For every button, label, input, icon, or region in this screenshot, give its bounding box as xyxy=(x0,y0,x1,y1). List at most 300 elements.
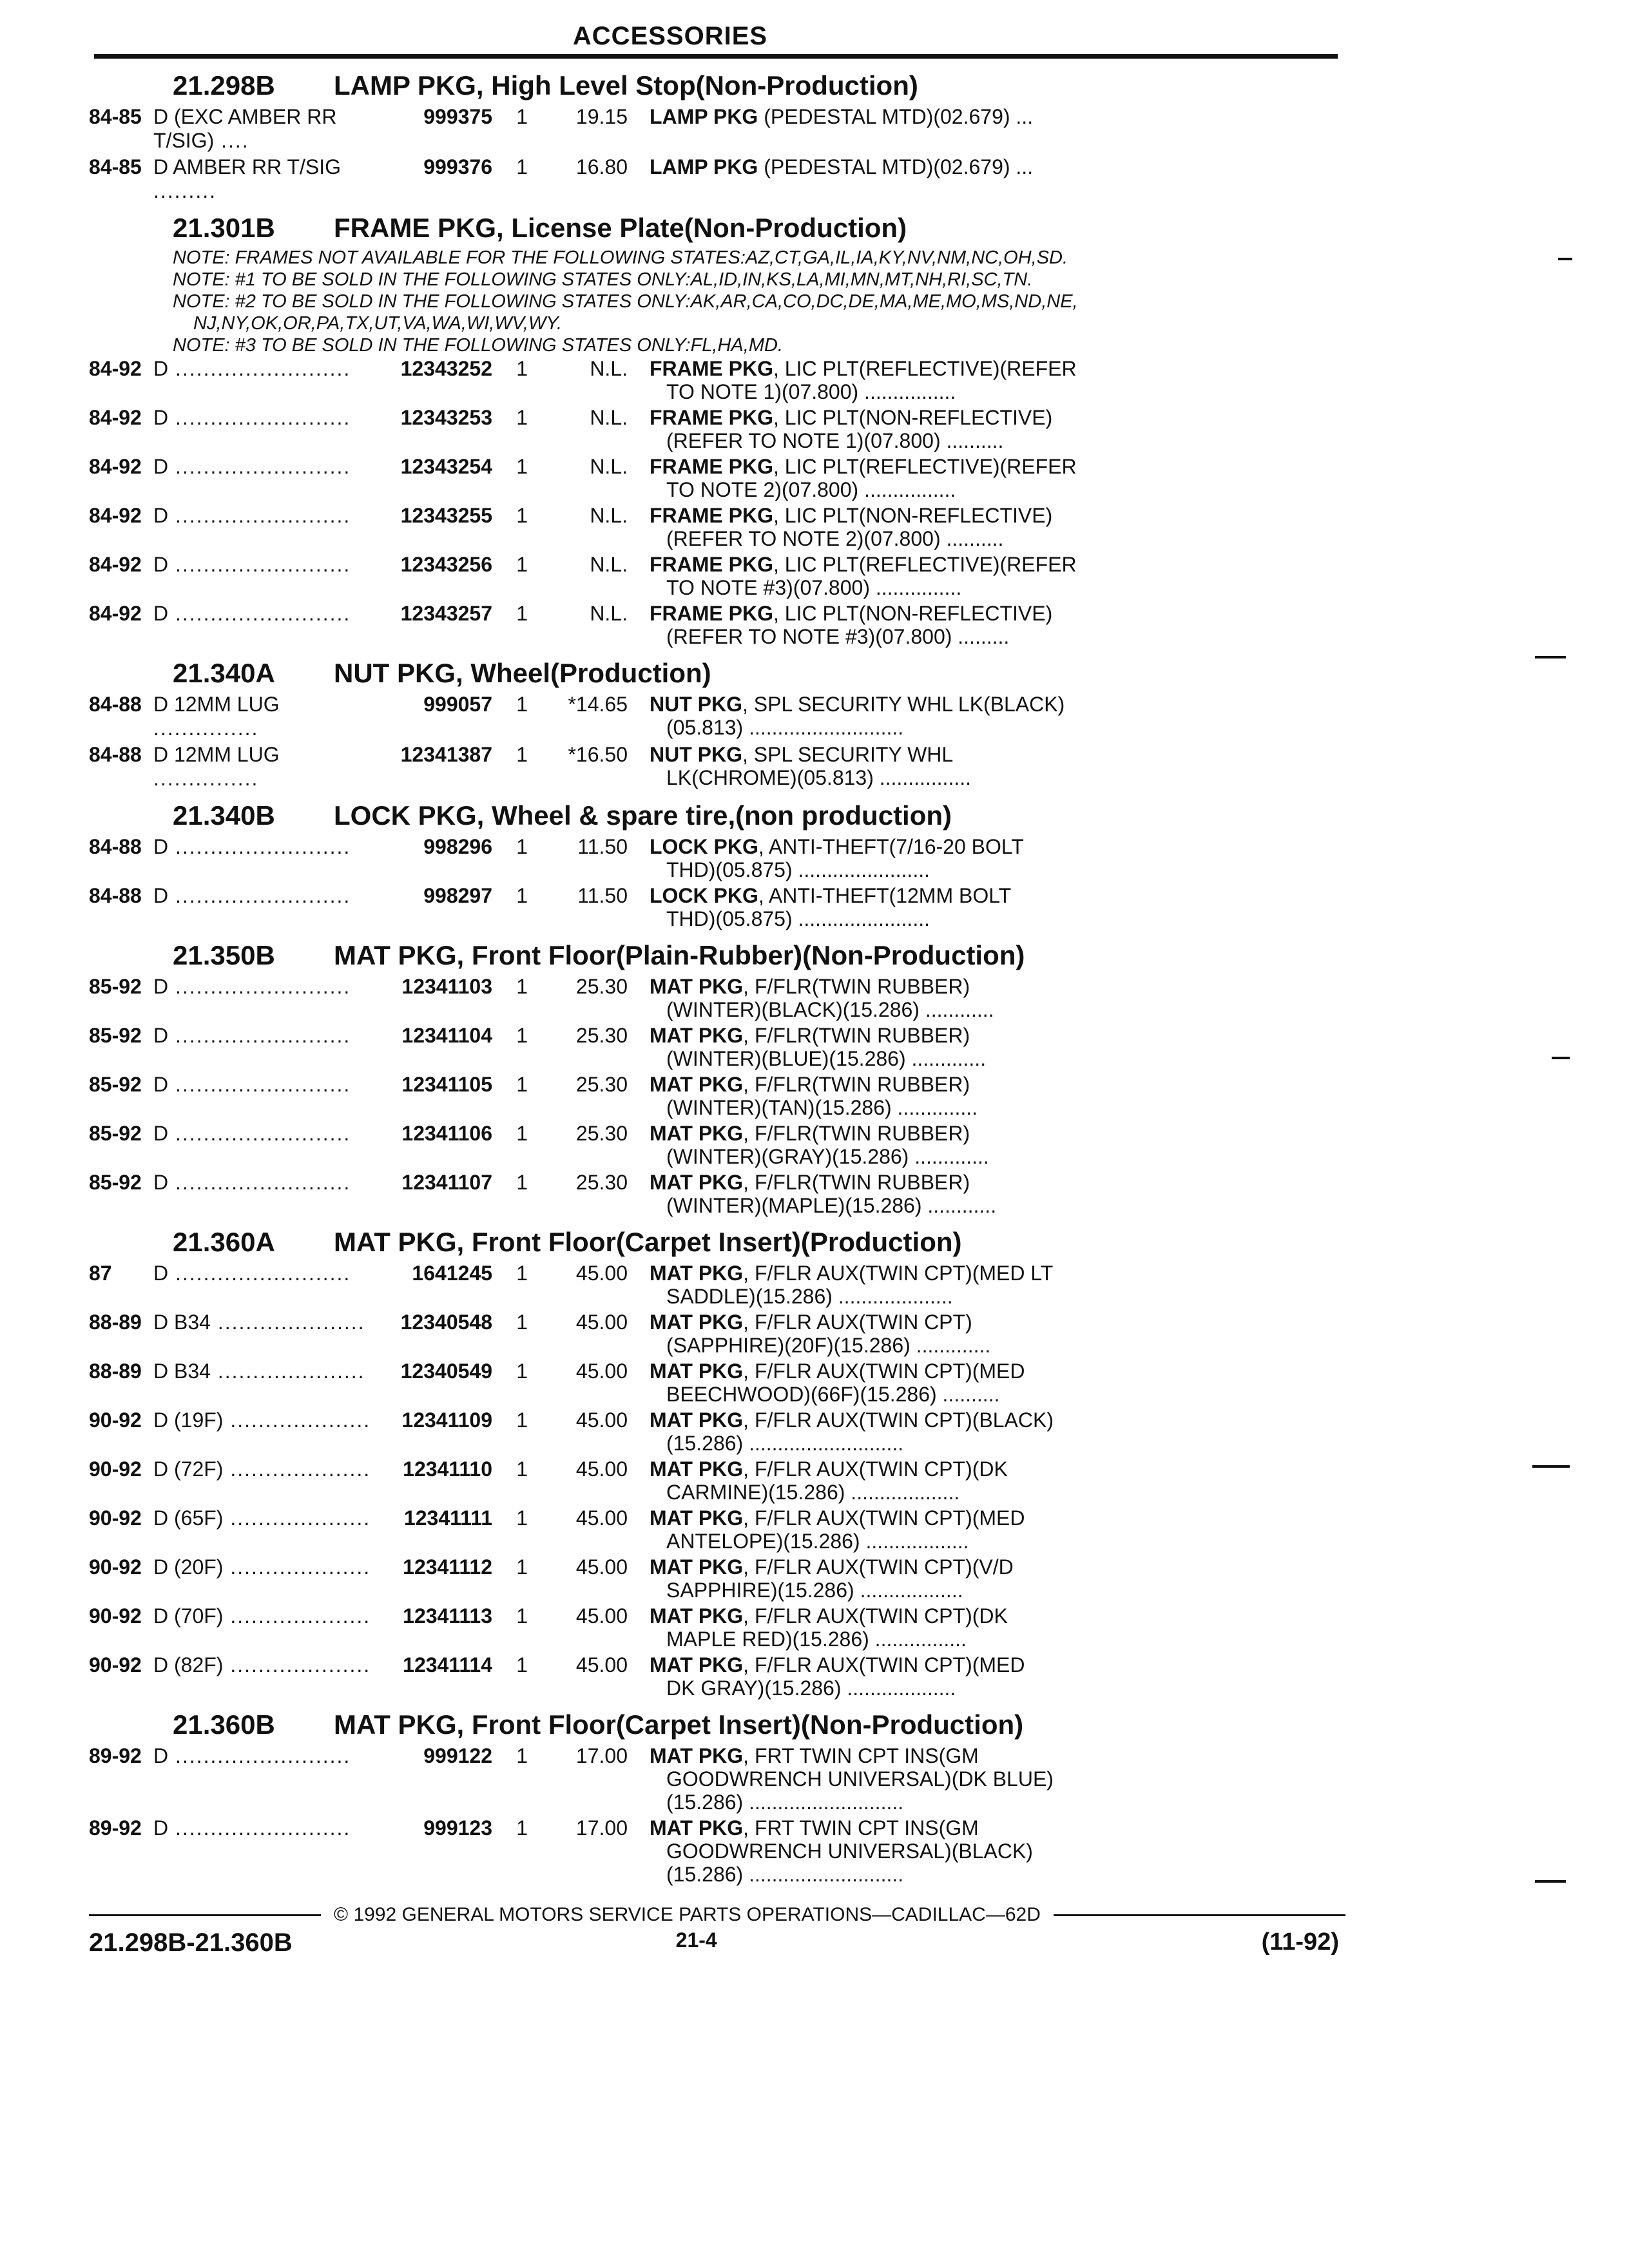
margin-mark xyxy=(1532,1465,1570,1468)
description-line xyxy=(650,455,1120,478)
price: 45.00 xyxy=(575,1262,628,1285)
model-years: 88-89 xyxy=(89,1311,142,1334)
quantity: 1 xyxy=(516,1555,528,1579)
part-number: 12343254 xyxy=(400,455,492,478)
section-title xyxy=(89,1706,1345,1744)
section-note-continued: NJ,NY,OK,OR,PA,TX,UT,VA,WA,WI,WV,WY. xyxy=(193,313,563,334)
part-name: LOCK PKG xyxy=(650,884,758,907)
usage-description xyxy=(153,1555,383,1602)
section-title xyxy=(89,67,1345,104)
leader-dots: ......................... xyxy=(168,1171,351,1194)
description-continued: (WINTER)(TAN)(15.286) .............. xyxy=(666,1096,978,1119)
model-years: 90-92 xyxy=(89,1457,142,1481)
quantity: 1 xyxy=(516,1122,528,1145)
part-name-detail: , F/FLR AUX(TWIN CPT)(MED xyxy=(743,1653,1025,1677)
part-name: MAT PKG xyxy=(650,1360,744,1383)
description-line xyxy=(650,884,1120,907)
description-continued: (WINTER)(BLUE)(15.286) ............. xyxy=(666,1047,987,1070)
leader-dots: ......................... xyxy=(168,1816,351,1840)
part-number: 12341112 xyxy=(403,1555,492,1579)
model-years: 84-92 xyxy=(89,504,142,527)
leader-dots: ......................... xyxy=(168,406,351,429)
part-name: MAT PKG xyxy=(650,1311,744,1334)
price: 25.30 xyxy=(575,1171,628,1194)
quantity: 1 xyxy=(516,1506,528,1530)
description-continued: SAPPHIRE)(15.286) .................. xyxy=(666,1579,963,1602)
part-row xyxy=(89,884,1345,930)
part-description xyxy=(628,1555,1120,1602)
section-note: NOTE: #3 TO BE SOLD IN THE FOLLOWING STATES ONLY:FL,HA,MD. xyxy=(173,335,783,356)
part-description xyxy=(628,1408,1120,1455)
model-years: 84-88 xyxy=(89,743,142,766)
description-line xyxy=(650,1457,1120,1481)
leader-dots: ......................... xyxy=(168,1744,351,1767)
usage-text: D (20F) xyxy=(153,1555,224,1579)
catalog-section xyxy=(89,797,1345,930)
description-line xyxy=(650,155,1120,178)
description-line xyxy=(650,1653,1120,1677)
quantity: 1 xyxy=(516,357,528,380)
part-number: 12341114 xyxy=(403,1653,492,1677)
usage-text: D xyxy=(153,1073,169,1096)
section-name: LAMP PKG, High Level Stop(Non-Production) xyxy=(334,70,918,101)
part-name-detail: , LIC PLT(REFLECTIVE)(REFER xyxy=(773,455,1077,478)
part-number: 12341113 xyxy=(403,1604,492,1628)
description-line xyxy=(650,1171,1120,1194)
quantity: 1 xyxy=(516,1360,528,1383)
part-name: MAT PKG xyxy=(650,1744,744,1767)
part-row xyxy=(89,1653,1345,1700)
part-name: MAT PKG xyxy=(650,975,744,998)
part-row xyxy=(89,1171,1345,1217)
margin-mark xyxy=(1552,1057,1570,1059)
usage-description xyxy=(153,975,383,1021)
header-rule xyxy=(94,54,1338,59)
price: 16.80 xyxy=(575,155,628,178)
leader-dots: .................... xyxy=(223,1506,371,1530)
description-line xyxy=(650,406,1120,429)
model-years: 84-88 xyxy=(89,884,142,907)
part-description xyxy=(628,105,1120,153)
part-row xyxy=(89,1604,1345,1651)
section-note: NOTE: #1 TO BE SOLD IN THE FOLLOWING STATES ONLY:AL,ID,IN,KS,LA,MI,MN,MT,NH,RI,SC,TN. xyxy=(173,269,1033,290)
part-description xyxy=(628,1816,1120,1886)
usage-text: D xyxy=(153,357,169,380)
description-continued: (REFER TO NOTE #3)(07.800) ......... xyxy=(666,625,1010,648)
part-description xyxy=(628,1653,1120,1700)
part-name-detail: , LIC PLT(REFLECTIVE)(REFER xyxy=(773,357,1077,380)
description-continued: (WINTER)(MAPLE)(15.286) ............ xyxy=(666,1194,997,1217)
part-row xyxy=(89,602,1345,648)
price: N.L. xyxy=(590,455,628,478)
part-row xyxy=(89,1457,1345,1504)
description-continued: TO NOTE #3)(07.800) ............... xyxy=(666,576,962,599)
part-name: MAT PKG xyxy=(650,1024,744,1047)
description-continued: (15.286) ........................... xyxy=(666,1432,904,1455)
usage-description xyxy=(153,1653,383,1700)
part-name-detail: , SPL SECURITY WHL LK(BLACK) xyxy=(742,693,1065,716)
page-number: 21-4 xyxy=(675,1928,717,1952)
part-description xyxy=(628,884,1120,930)
part-name-detail: , F/FLR AUX(TWIN CPT)(V/D xyxy=(743,1555,1014,1579)
part-number: 999376 xyxy=(423,155,492,178)
leader-dots: .................... xyxy=(223,1604,371,1628)
description-line xyxy=(650,1408,1120,1432)
part-number: 12343252 xyxy=(400,357,492,380)
description-line xyxy=(650,743,1120,766)
price: 11.50 xyxy=(577,884,628,907)
section-title xyxy=(89,655,1345,692)
part-row xyxy=(89,835,1345,881)
price: 17.00 xyxy=(575,1816,628,1840)
usage-text: D B34 xyxy=(153,1311,211,1334)
usage-description xyxy=(153,1024,383,1070)
page-title: ACCESSORIES xyxy=(572,22,768,50)
usage-description xyxy=(153,693,383,740)
leader-dots: ......................... xyxy=(168,357,351,380)
part-name-detail: , F/FLR AUX(TWIN CPT) xyxy=(743,1311,972,1334)
usage-text: D xyxy=(153,504,169,527)
usage-description xyxy=(153,884,383,930)
usage-text: D xyxy=(153,1171,169,1194)
leader-dots: .... xyxy=(214,129,249,152)
part-name-detail: , ANTI-THEFT(7/16-20 BOLT xyxy=(758,835,1024,858)
part-number: 12341103 xyxy=(401,975,492,998)
part-description xyxy=(628,1744,1120,1814)
price: *14.65 xyxy=(568,693,628,716)
part-number: 12341105 xyxy=(401,1073,492,1096)
part-name: LAMP PKG xyxy=(650,155,758,178)
section-name: LOCK PKG, Wheel & spare tire,(non production) xyxy=(334,800,952,831)
model-years: 85-92 xyxy=(89,1073,142,1096)
quantity: 1 xyxy=(516,884,528,907)
catalog-section xyxy=(89,1706,1345,1886)
usage-text: D xyxy=(153,835,169,858)
usage-text: D xyxy=(153,884,169,907)
description-continued: BEECHWOOD)(66F)(15.286) .......... xyxy=(666,1383,1000,1406)
parts-list xyxy=(89,67,1345,1892)
section-name: MAT PKG, Front Floor(Carpet Insert)(Production) xyxy=(334,1227,962,1257)
leader-dots: ......................... xyxy=(168,455,351,478)
description-continued: GOODWRENCH UNIVERSAL)(BLACK) xyxy=(666,1840,1033,1863)
price: 45.00 xyxy=(575,1506,628,1530)
part-number: 12341110 xyxy=(403,1457,492,1481)
part-name: MAT PKG xyxy=(650,1604,744,1628)
section-note: NOTE: FRAMES NOT AVAILABLE FOR THE FOLLOWING STATES:AZ,CT,GA,IL,IA,KY,NV,NM,NC,OH,SD. xyxy=(173,247,1068,268)
leader-dots: ..................... xyxy=(210,1360,365,1383)
part-name: NUT PKG xyxy=(650,693,742,716)
usage-description xyxy=(153,1073,383,1119)
footer-rule-right xyxy=(1054,1914,1345,1916)
leader-dots: ..................... xyxy=(210,1311,365,1334)
description-continued: ANTELOPE)(15.286) .................. xyxy=(666,1530,969,1553)
price: 17.00 xyxy=(575,1744,628,1767)
quantity: 1 xyxy=(516,1073,528,1096)
description-line xyxy=(650,504,1120,527)
part-name-detail: , FRT TWIN CPT INS(GM xyxy=(743,1744,979,1767)
part-row xyxy=(89,1816,1345,1886)
price: 45.00 xyxy=(575,1653,628,1677)
part-description xyxy=(628,1360,1120,1406)
part-row xyxy=(89,155,1345,203)
part-name-detail: , F/FLR AUX(TWIN CPT)(BLACK) xyxy=(743,1408,1054,1432)
usage-description xyxy=(153,553,383,599)
part-description xyxy=(628,743,1120,791)
part-name-detail: , F/FLR(TWIN RUBBER) xyxy=(743,1073,970,1096)
usage-description xyxy=(153,1604,383,1651)
description-continued: (REFER TO NOTE 2)(07.800) .......... xyxy=(666,527,1004,550)
part-name-detail: , SPL SECURITY WHL xyxy=(742,743,954,766)
price: N.L. xyxy=(590,602,628,625)
description-line xyxy=(650,693,1120,716)
quantity: 1 xyxy=(516,1024,528,1047)
part-row xyxy=(89,1024,1345,1070)
section-name: MAT PKG, Front Floor(Carpet Insert)(Non-Production) xyxy=(334,1709,1024,1740)
description-continued: MAPLE RED)(15.286) ................ xyxy=(666,1628,967,1651)
usage-text: D xyxy=(153,1024,169,1047)
description-line xyxy=(650,1816,1120,1840)
catalog-section xyxy=(89,655,1345,791)
usage-description xyxy=(153,406,383,452)
model-years: 89-92 xyxy=(89,1816,142,1840)
part-number: 12343255 xyxy=(400,504,492,527)
part-name: LAMP PKG xyxy=(650,105,758,128)
description-line xyxy=(650,553,1120,576)
model-years: 90-92 xyxy=(89,1555,142,1579)
part-name: LOCK PKG xyxy=(650,835,758,858)
description-continued: (WINTER)(GRAY)(15.286) ............. xyxy=(666,1145,989,1168)
quantity: 1 xyxy=(516,975,528,998)
part-name-detail: , LIC PLT(REFLECTIVE)(REFER xyxy=(773,553,1077,576)
part-number: 12343256 xyxy=(400,553,492,576)
margin-mark xyxy=(1558,258,1572,260)
usage-text: D (19F) xyxy=(153,1408,224,1432)
copyright-text: © 1992 GENERAL MOTORS SERVICE PARTS OPERATIONS—CADILLAC—62D xyxy=(334,1904,1041,1925)
description-line xyxy=(650,1506,1120,1530)
leader-dots: ......................... xyxy=(168,1024,351,1047)
section-range: 21.298B-21.360B xyxy=(89,1928,293,1957)
part-name: MAT PKG xyxy=(650,1816,744,1840)
usage-text: D 12MM LUG xyxy=(153,743,280,766)
usage-description xyxy=(153,357,383,403)
quantity: 1 xyxy=(516,1262,528,1285)
usage-description xyxy=(153,1360,383,1406)
part-row xyxy=(89,975,1345,1021)
quantity: 1 xyxy=(516,1653,528,1677)
description-line xyxy=(650,1262,1120,1285)
part-number: 12341107 xyxy=(401,1171,492,1194)
section-title xyxy=(89,937,1345,974)
part-description xyxy=(628,504,1120,550)
catalog-section xyxy=(89,209,1345,648)
model-years: 90-92 xyxy=(89,1506,142,1530)
model-years: 90-92 xyxy=(89,1408,142,1432)
quantity: 1 xyxy=(516,743,528,766)
part-name: NUT PKG xyxy=(650,743,742,766)
usage-description xyxy=(153,455,383,501)
part-row xyxy=(89,1311,1345,1357)
part-row xyxy=(89,504,1345,550)
description-continued: LK(CHROME)(05.813) ................ xyxy=(666,766,971,789)
model-years: 84-88 xyxy=(89,693,142,716)
usage-text: D xyxy=(153,602,169,625)
usage-description xyxy=(153,1457,383,1504)
part-description xyxy=(628,1457,1120,1504)
usage-description xyxy=(153,105,383,153)
part-name: FRAME PKG xyxy=(650,504,773,527)
part-name-detail: , F/FLR(TWIN RUBBER) xyxy=(743,1171,970,1194)
part-row xyxy=(89,357,1345,403)
quantity: 1 xyxy=(516,835,528,858)
section-note: NOTE: #2 TO BE SOLD IN THE FOLLOWING STATES ONLY:AK,AR,CA,CO,DC,DE,MA,ME,MO,MS,ND,NE, xyxy=(173,291,1078,312)
margin-mark xyxy=(1535,656,1566,658)
price: N.L. xyxy=(590,553,628,576)
part-name: MAT PKG xyxy=(650,1653,744,1677)
price: 45.00 xyxy=(575,1457,628,1481)
description-line xyxy=(650,1744,1120,1767)
part-name: MAT PKG xyxy=(650,1122,744,1145)
quantity: 1 xyxy=(516,406,528,429)
part-name-detail: , LIC PLT(NON-REFLECTIVE) xyxy=(773,602,1053,625)
description-line xyxy=(650,357,1120,380)
description-continued: (WINTER)(BLACK)(15.286) ............ xyxy=(666,998,994,1021)
price: 45.00 xyxy=(575,1604,628,1628)
part-row xyxy=(89,455,1345,501)
quantity: 1 xyxy=(516,1171,528,1194)
usage-text: D xyxy=(153,406,169,429)
part-row xyxy=(89,1122,1345,1168)
catalog-section xyxy=(89,937,1345,1217)
part-description xyxy=(628,455,1120,501)
description-line xyxy=(650,1073,1120,1096)
leader-dots: ......................... xyxy=(168,1262,351,1285)
quantity: 1 xyxy=(516,1457,528,1481)
model-years: 84-92 xyxy=(89,602,142,625)
leader-dots: ......................... xyxy=(168,504,351,527)
part-number: 12341106 xyxy=(401,1122,492,1145)
part-name: FRAME PKG xyxy=(650,357,773,380)
description-continued: (15.286) ........................... xyxy=(666,1863,904,1886)
section-number: 21.340A xyxy=(173,658,275,688)
leader-dots: ......................... xyxy=(168,1073,351,1096)
model-years: 84-92 xyxy=(89,357,142,380)
section-number: 21.360A xyxy=(173,1227,275,1257)
description-continued: (05.813) ........................... xyxy=(666,716,904,739)
part-row xyxy=(89,1073,1345,1119)
description-line xyxy=(650,1311,1120,1334)
part-name-detail: (PEDESTAL MTD)(02.679) ... xyxy=(758,105,1034,128)
section-name: NUT PKG, Wheel(Production) xyxy=(334,658,711,688)
part-row xyxy=(89,743,1345,791)
catalog-section xyxy=(89,1224,1345,1700)
part-name: MAT PKG xyxy=(650,1073,744,1096)
part-name: FRAME PKG xyxy=(650,455,773,478)
part-name: MAT PKG xyxy=(650,1506,744,1530)
part-number: 12340548 xyxy=(400,1311,492,1334)
part-number: 998296 xyxy=(423,835,492,858)
leader-dots: .................... xyxy=(223,1408,371,1432)
part-row xyxy=(89,1262,1345,1308)
part-row xyxy=(89,1555,1345,1602)
quantity: 1 xyxy=(516,602,528,625)
part-name: MAT PKG xyxy=(650,1171,744,1194)
part-description xyxy=(628,1171,1120,1217)
part-number: 999123 xyxy=(423,1816,492,1840)
usage-text: D AMBER RR T/SIG xyxy=(153,155,342,178)
description-line xyxy=(650,1360,1120,1383)
usage-text: D (EXC AMBER RR T/SIG) xyxy=(153,105,337,152)
part-description xyxy=(628,975,1120,1021)
usage-text: D xyxy=(153,975,169,998)
quantity: 1 xyxy=(516,155,528,178)
part-row xyxy=(89,693,1345,740)
usage-description xyxy=(153,155,383,203)
leader-dots: ......................... xyxy=(168,884,351,907)
section-name: FRAME PKG, License Plate(Non-Production) xyxy=(334,213,907,243)
part-name-detail: , F/FLR AUX(TWIN CPT)(DK xyxy=(743,1457,1008,1481)
price: 45.00 xyxy=(575,1360,628,1383)
model-years: 84-92 xyxy=(89,406,142,429)
price: N.L. xyxy=(590,357,628,380)
model-years: 90-92 xyxy=(89,1604,142,1628)
section-number: 21.298B xyxy=(173,70,275,101)
leader-dots: .................... xyxy=(223,1653,371,1677)
part-description xyxy=(628,553,1120,599)
usage-text: D xyxy=(153,1816,169,1840)
part-description xyxy=(628,602,1120,648)
usage-description xyxy=(153,504,383,550)
model-years: 88-89 xyxy=(89,1360,142,1383)
usage-description xyxy=(153,743,383,791)
part-number: 12343253 xyxy=(400,406,492,429)
model-years: 84-85 xyxy=(89,155,142,178)
part-description xyxy=(628,1073,1120,1119)
part-number: 12341109 xyxy=(401,1408,492,1432)
description-continued: SADDLE)(15.286) .................... xyxy=(666,1285,953,1308)
part-number: 12343257 xyxy=(400,602,492,625)
section-number: 21.301B xyxy=(173,213,275,243)
usage-text: D (72F) xyxy=(153,1457,224,1481)
part-name: MAT PKG xyxy=(650,1555,744,1579)
price: 25.30 xyxy=(575,1073,628,1096)
part-name: FRAME PKG xyxy=(650,602,773,625)
quantity: 1 xyxy=(516,455,528,478)
price: *16.50 xyxy=(568,743,628,766)
part-row xyxy=(89,105,1345,153)
part-number: 998297 xyxy=(423,884,492,907)
leader-dots: ............... xyxy=(153,716,259,740)
leader-dots: ......................... xyxy=(168,975,351,998)
usage-text: D 12MM LUG xyxy=(153,693,280,716)
price: 19.15 xyxy=(575,105,628,128)
catalog-section xyxy=(89,67,1345,203)
part-row xyxy=(89,1506,1345,1553)
price: 11.50 xyxy=(577,835,628,858)
usage-text: D xyxy=(153,455,169,478)
usage-description xyxy=(153,1506,383,1553)
part-name: MAT PKG xyxy=(650,1457,744,1481)
margin-mark xyxy=(1535,1880,1566,1883)
leader-dots: ......................... xyxy=(168,835,351,858)
part-row xyxy=(89,1360,1345,1406)
part-name: FRAME PKG xyxy=(650,406,773,429)
quantity: 1 xyxy=(516,504,528,527)
usage-text: D xyxy=(153,553,169,576)
section-number: 21.360B xyxy=(173,1709,275,1740)
part-row xyxy=(89,1408,1345,1455)
part-name-detail: , F/FLR AUX(TWIN CPT)(DK xyxy=(743,1604,1008,1628)
model-years: 85-92 xyxy=(89,1171,142,1194)
